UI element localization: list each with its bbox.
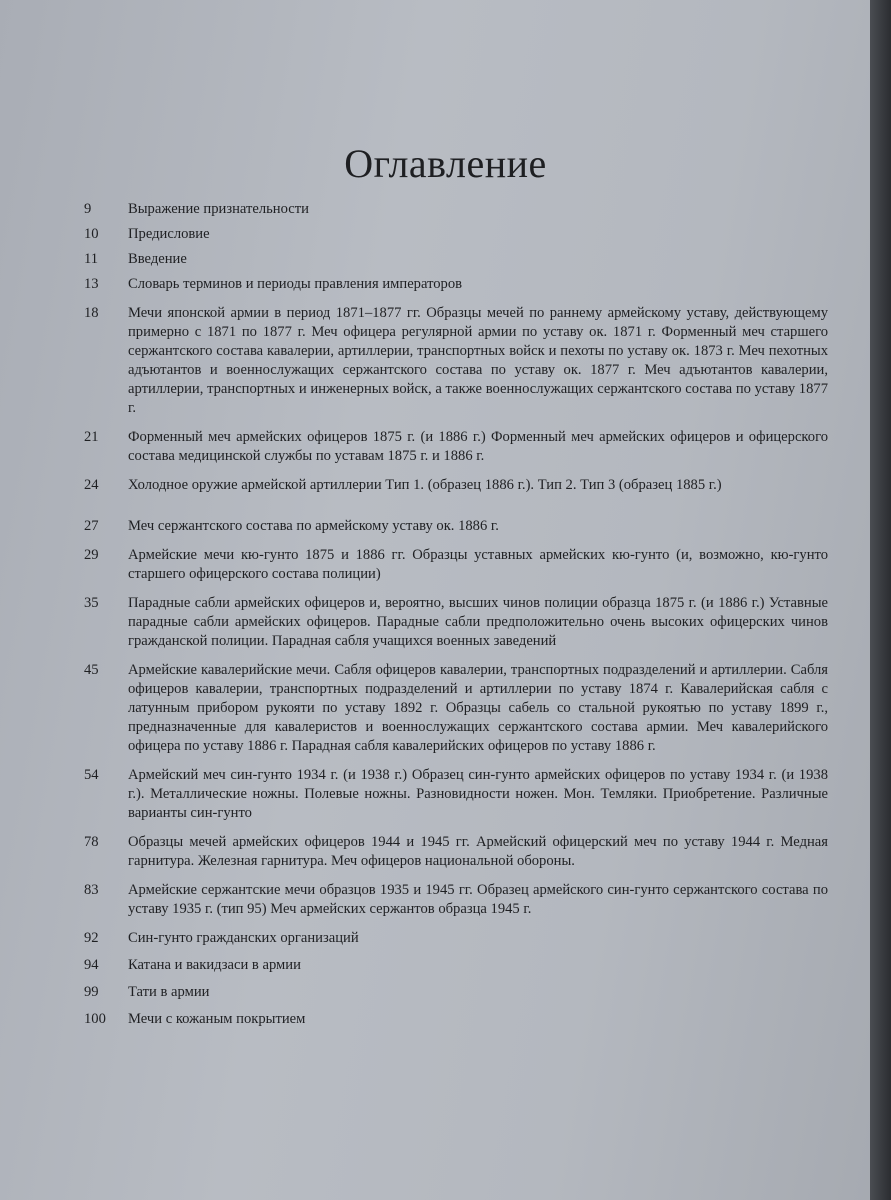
toc-entry — [58, 661, 828, 756]
toc-page-number: 35 — [84, 595, 99, 611]
toc-entry — [58, 929, 828, 948]
toc-page-number: 11 — [84, 251, 99, 267]
toc-page-number: 18 — [84, 305, 99, 321]
toc-entry-text: Катана и вакидзаси в армии — [128, 957, 301, 973]
bleed-through-texture — [110, 86, 810, 146]
toc-entry-text: Тати в армии — [128, 984, 210, 1000]
toc-page-number: 54 — [84, 767, 99, 783]
book-edge — [870, 0, 891, 1200]
toc-entry-text: Мечи с кожаным покрытием — [128, 1011, 306, 1027]
toc-page-number: 27 — [84, 518, 99, 534]
toc-entry — [58, 881, 828, 919]
toc-entry — [58, 1010, 828, 1029]
toc-entry-text: Мечи японской армии в период 1871–1877 гг. Образцы мечей по раннему армейскому уставу, действующему примерно с 1871 по 1877 г. Меч офицера регулярной армии по уставу ок. 1871 г. Форменный меч старшего сержантского состава кавалерии, артиллерии, транспортных войск и пехоты по уставу ок. 1873 г. Меч пехотных адъютантов и военнослужащих сержантского состава по уставу ок. 1877 г. Меч адъютантов кавалерии, артиллерии, транспортных и инженерных войск, а также военнослужащих сержантского состава по уставу 1877 г. — [128, 305, 828, 416]
toc-entry-text: Армейские мечи кю-гунто 1875 и 1886 гг. Образцы уставных армейских кю-гунто (и, возможно, кю-гунто старшего офицерского состава полиции) — [128, 547, 828, 582]
toc-page-number: 13 — [84, 276, 99, 292]
toc-entry — [58, 594, 828, 651]
table-of-contents — [58, 200, 828, 1037]
toc-page-number: 100 — [84, 1011, 106, 1027]
toc-entry — [58, 428, 828, 466]
toc-entry-text: Словарь терминов и периоды правления императоров — [128, 276, 463, 292]
toc-entry-text: Выражение признательности — [128, 201, 309, 217]
toc-entry — [58, 200, 828, 219]
toc-entry-text: Син-гунто гражданских организаций — [128, 930, 359, 946]
toc-page-number: 21 — [84, 429, 99, 445]
toc-entry-text: Армейские сержантские мечи образцов 1935 и 1945 гг. Образец армейского син-гунто сержантского состава по уставу 1935 г. (тип 95) Меч армейских сержантов образца 1945 г. — [128, 882, 828, 917]
toc-entry — [58, 275, 828, 294]
toc-entry-text: Форменный меч армейских офицеров 1875 г. (и 1886 г.) Форменный меч армейских офицеров и офицерского состава медицинской службы по уставам 1875 г. и 1886 г. — [128, 429, 828, 464]
toc-page-number: 9 — [84, 201, 92, 217]
toc-entry — [58, 983, 828, 1002]
toc-page-number: 83 — [84, 882, 99, 898]
toc-entry — [58, 250, 828, 269]
toc-entry — [58, 833, 828, 871]
toc-page-number: 78 — [84, 834, 99, 850]
toc-page-number: 99 — [84, 984, 99, 1000]
toc-entry-text: Парадные сабли армейских офицеров и, вероятно, высших чинов полиции образца 1875 г. (и 1886 г.) Уставные парадные сабли армейских офицеров. Парадные сабли предположительно очень высоких офицерских чинов гражданской полиции. Парадная сабля учащихся военных заведений — [128, 595, 828, 649]
toc-entry-text: Предисловие — [128, 226, 210, 242]
toc-entry — [58, 546, 828, 584]
toc-entry — [58, 766, 828, 823]
page-title: Оглавление — [344, 141, 547, 186]
toc-page-number: 24 — [84, 477, 99, 493]
toc-page-number: 92 — [84, 930, 99, 946]
toc-entry-text: Армейский меч син-гунто 1934 г. (и 1938 г.) Образец син-гунто армейских офицеров по уставу 1934 г. (и 1938 г.). Металлические ножны. Полевые ножны. Разновидности ножен. Мон. Темляки. Приобретение. Различные варианты син-гунто — [128, 767, 828, 821]
toc-entry-text: Холодное оружие армейской артиллерии Тип 1. (образец 1886 г.). Тип 2. Тип 3 (образец 1885 г.) — [128, 477, 722, 493]
toc-entry-text: Введение — [128, 251, 187, 267]
toc-page-number: 94 — [84, 957, 99, 973]
toc-page-number: 10 — [84, 226, 99, 242]
toc-entry-text: Армейские кавалерийские мечи. Сабля офицеров кавалерии, транспортных подразделений и артиллерии. Сабля офицеров кавалерии, транспортных подразделений и артиллерии по уставу 1874 г. Кавалерийская сабля с латунным прибором рукояти по уставу 1892 г. Образцы сабель со стальной рукоятью по уставу 1899 г., предназначенные для кавалеристов и военнослужащих сержантского состава армии. Меч кавалерийского офицера по уставу 1886 г. Парадная сабля кавалерийских офицеров по уставу 1886 г. — [128, 662, 828, 754]
toc-entry — [58, 956, 828, 975]
toc-entry-text: Меч сержантского состава по армейскому уставу ок. 1886 г. — [128, 518, 499, 534]
toc-entry — [58, 304, 828, 418]
toc-entry-text: Образцы мечей армейских офицеров 1944 и 1945 гг. Армейский офицерский меч по уставу 1944 г. Медная гарнитура. Железная гарнитура. Меч офицеров национальной обороны. — [128, 834, 828, 869]
toc-entry — [58, 225, 828, 244]
toc-entry — [58, 476, 828, 495]
toc-page-number: 45 — [84, 662, 99, 678]
toc-page-number: 29 — [84, 547, 99, 563]
toc-entry — [58, 517, 828, 536]
